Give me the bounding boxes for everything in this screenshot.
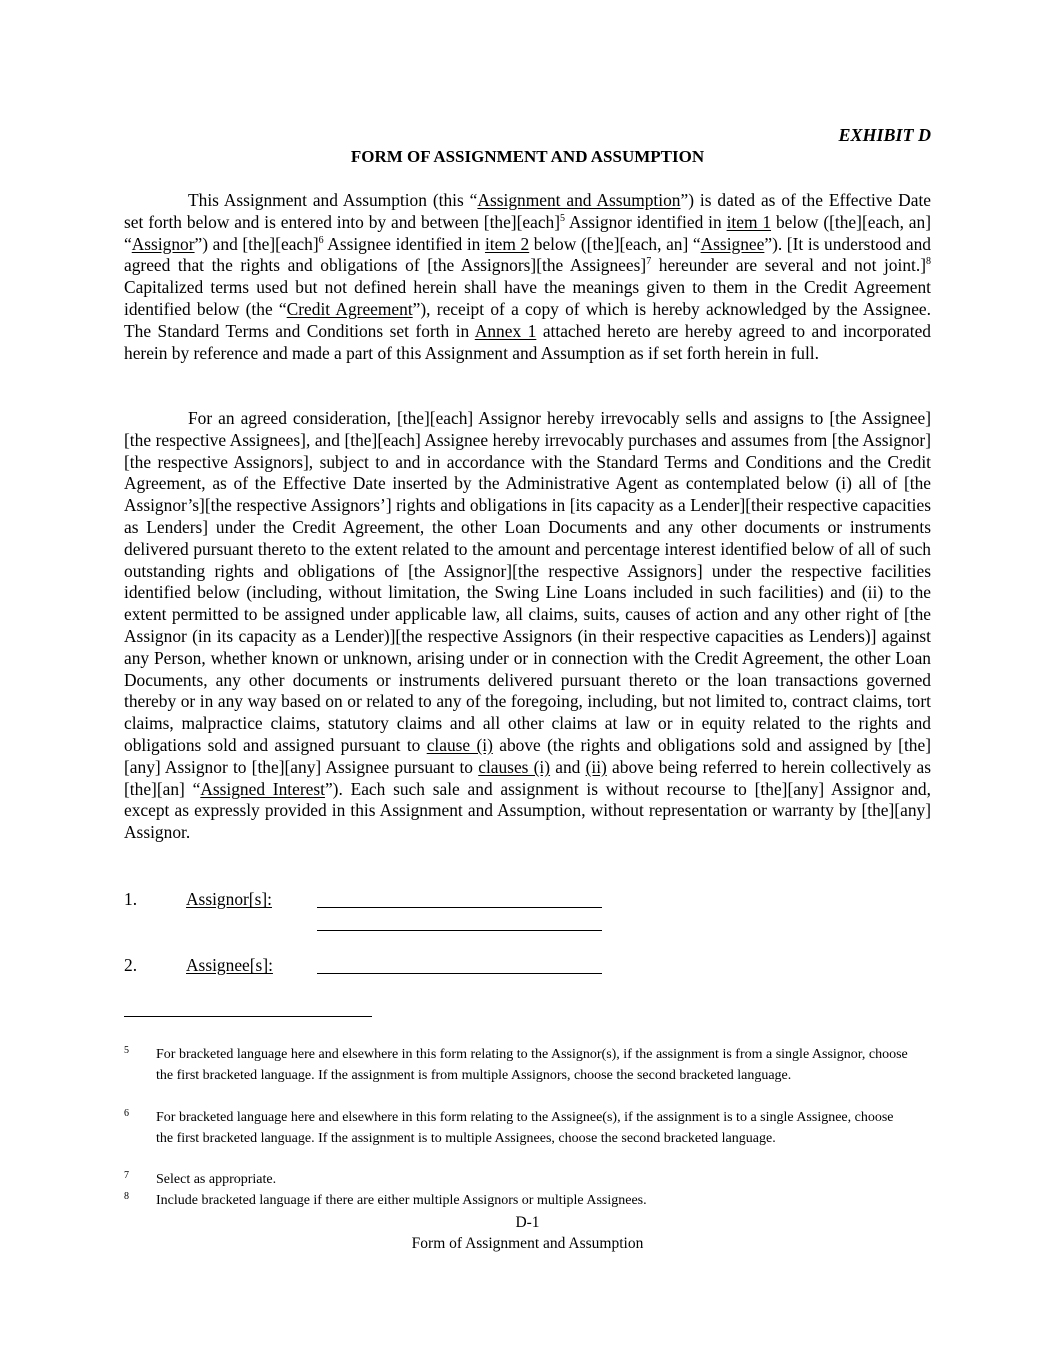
assignor-blank-line-1 xyxy=(317,907,602,908)
item-number: 1. xyxy=(124,889,138,909)
assignor-blank-line-2 xyxy=(317,930,602,931)
footnote-number: 7 xyxy=(124,1170,129,1181)
footnote xyxy=(124,1108,914,1149)
footnote xyxy=(124,1191,914,1212)
item-reference: item 2 xyxy=(484,233,530,254)
footnote-ref: 8 xyxy=(926,256,931,268)
footnote-text: For bracketed language here and elsewhere in this form relating to the Assignee(s), if the assignment is to a single Assignee, choose the first bracketed language. If the assignment is to multiple Assignees, choose the second bracketed language. xyxy=(156,1110,894,1146)
footnote xyxy=(124,1045,914,1086)
intro-paragraph: This Assignment and Assumption (this “Assignment and Assumption”) is dated as of the Effective Date set forth below and is entered into by and between [the][each]$^5$ Assignor identified in item 1 below ([the][each, an] “Assignor”) and [the][each]$^6$ Assignee identified in item 2 below ([the][each, an] “Assignee”). [It is understood and agreed that the rights and obligations of [the Assignors][the Assignees]$^7$ hereunder are several and not joint.]$^8$ Capitalized terms used but not defined herein shall have the meanings given to them in the Credit Agreement identified below (the “Credit Agreement”), receipt of a copy of which is hereby acknowledged by the Assignee. The Standard Terms and Conditions set forth in Annex 1 attached hereto are hereby agreed to and incorporated herein by reference and made a part of this Assignment and Assumption as if set forth herein in full. xyxy=(124,190,932,363)
annex-reference: Annex 1 xyxy=(474,320,537,341)
defined-term: Credit Agreement xyxy=(286,298,413,319)
page-footer-caption: Form of Assignment and Assumption xyxy=(411,1235,644,1252)
footnote-separator xyxy=(124,1016,372,1017)
footnote-text: For bracketed language here and elsewhere in this form relating to the Assignor(s), if the assignment is from a single Assignor, choose the first bracketed language. If the assignment is from multiple Assignors, choose the second bracketed language. xyxy=(156,1047,908,1083)
clause-reference: clause (i) xyxy=(426,734,493,755)
footnote-text: Include bracketed language if there are either multiple Assignors or multiple Assignees. xyxy=(156,1193,647,1208)
footnote-ref: 7 xyxy=(646,256,652,268)
document-title: FORM OF ASSIGNMENT AND ASSUMPTION xyxy=(350,147,705,166)
exhibit-label: EXHIBIT D xyxy=(838,125,931,145)
footnote-ref: 5 xyxy=(560,213,566,224)
footnote-ref: 6 xyxy=(318,234,324,246)
page-number: D-1 xyxy=(515,1214,540,1231)
footnote-text: Select as appropriate. xyxy=(156,1172,277,1187)
defined-term: Assignee xyxy=(700,233,765,254)
clause-reference: clauses (i) xyxy=(478,756,551,777)
clause-reference: (ii) xyxy=(585,756,607,777)
defined-term: Assignment and Assumption xyxy=(477,190,681,210)
footnote xyxy=(124,1170,914,1191)
defined-term: Assignor xyxy=(131,233,195,254)
defined-term: Assigned Interest xyxy=(200,778,325,799)
consideration-paragraph: For an agreed consideration, [the][each] Assignor hereby irrevocably sells and assigns to [the Assignee][the respective Assignees], and [the][each] Assignee hereby irrevocably purchases and assumes from [the Assignor][the respective Assignors], subject to and in accordance with the Standard Terms and Conditions and the Credit Agreement, as of the Effective Date inserted by the Administrative Agent as contemplated below (i) all of [the Assignor’s][the respective Assignors’] rights and obligations in [its capacity as a Lender][their respective capacities as Lenders] under the Credit Agreement, the other Loan Documents and any other documents or instruments delivered pursuant thereto to the extent related to the amount and percentage interest identified below of all of such outstanding rights and obligations of [the Assignor][the respective Assignors] under the respective facilities identified below (including, without limitation, the Swing Line Loans included in such facilities) and (ii) to the extent permitted to be assigned under applicable law, all claims, suits, causes of action and any other right of [the Assignor (in its capacity as a Lender)][the respective Assignors (in their respective capacities as Lenders)] against any Person, whether known or unknown, arising under or in connection with the Credit Agreement, the other Loan Documents, any other documents or instruments delivered pursuant thereto or the loan transactions governed thereby or in any way based on or related to any of the foregoing, including, but not limited to, contract claims, tort claims, malpractice claims, statutory claims and all other claims at law or in equity related to the rights and obligations sold and assigned pursuant to clause (i) above (the rights and obligations sold and assigned by [the][any] Assignor to [the][any] Assignee pursuant to clauses (i) and (ii) above being referred to herein collectively as [the][an] “Assigned Interest”). Each such sale and assignment is without recourse to [the][any] Assignor and, except as expressly provided in this Assignment and Assumption, without representation or warranty by [the][any] Assignor. xyxy=(124,408,931,843)
footnote-number: 8 xyxy=(124,1191,129,1202)
footnote-number: 5 xyxy=(124,1045,129,1056)
item-label: Assignee[s]: xyxy=(186,955,273,975)
footnote-number: 6 xyxy=(124,1108,129,1119)
item-label: Assignor[s]: xyxy=(186,889,272,909)
item-reference: item 1 xyxy=(726,211,772,232)
item-number: 2. xyxy=(124,955,138,975)
assignee-blank-line xyxy=(317,973,602,974)
